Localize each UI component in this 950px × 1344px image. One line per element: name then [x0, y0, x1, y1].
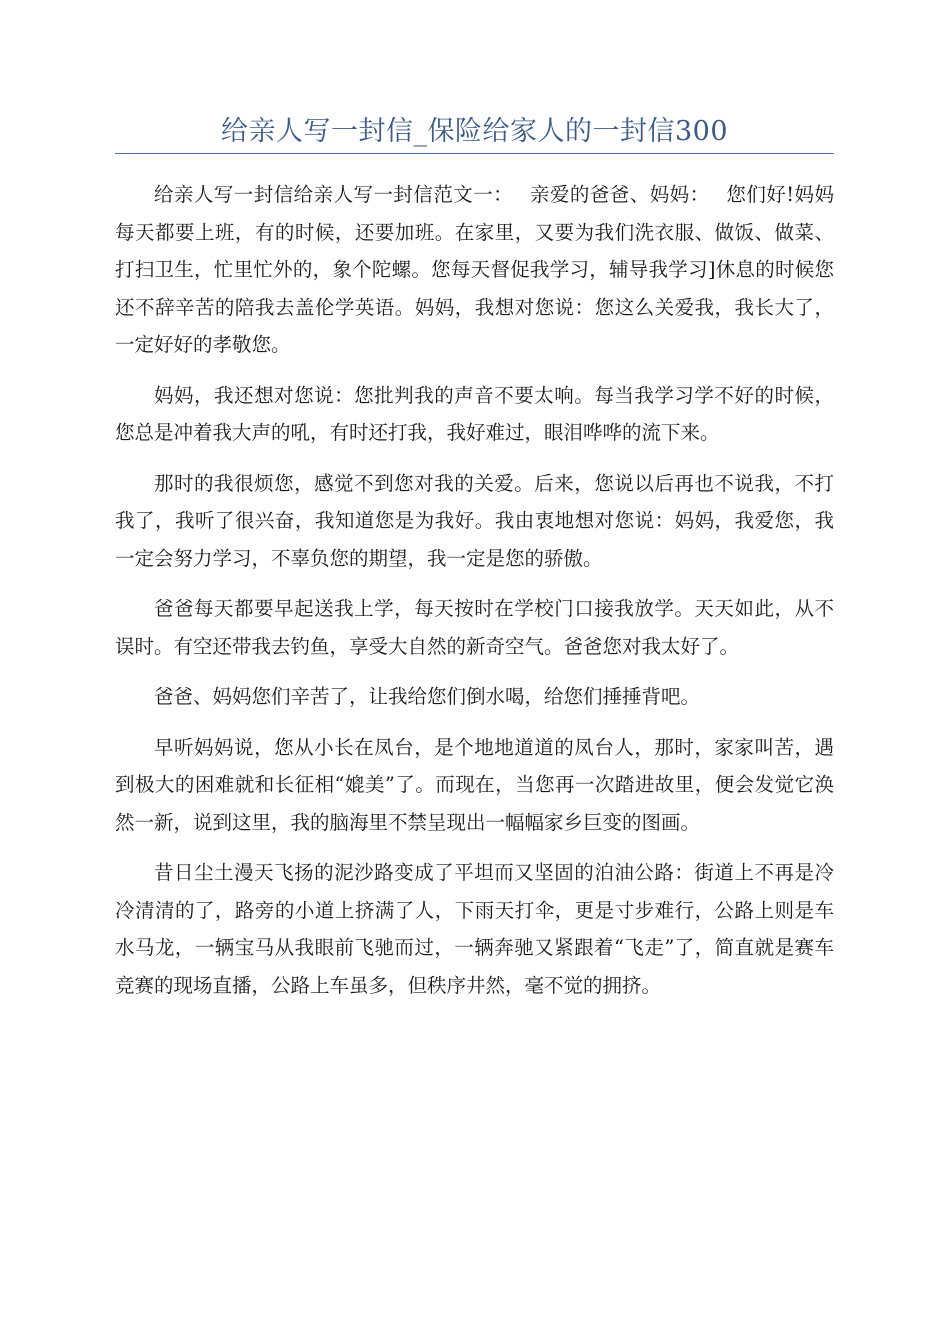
paragraph-6: 早听妈妈说，您从小长在凤台，是个地地道道的凤台人，那时，家家叫苦，遇到极大的困难就和长征相“媲美”了。而现在，当您再一次踏进故里，便会发觉它涣然一新，说到这里，我的脑海里不禁呈现出一幅幅家乡巨变的图画。 [115, 735, 834, 834]
document-body [115, 176, 834, 1017]
paragraph-5: 爸爸、妈妈您们辛苦了，让我给您们倒水喝，给您们捶捶背吧。 [154, 685, 701, 708]
paragraph-4: 爸爸每天都要早起送我上学，每天按时在学校门口接我放学。天天如此，从不误时。有空还带我去钓鱼，享受大自然的新奇空气。爸爸您对我太好了。 [115, 597, 834, 658]
paragraph-1: 给亲人写一封信给亲人写一封信范文一： 亲爱的爸爸、妈妈： 您们好!妈妈每天都要上班，有的时候，还要加班。在家里，又要为我们洗衣服、做饭、做菜、打扫卫生，忙里忙外的，象个陀螺。您每天督促我学习，辅导我学习]休息的时候您还不辞辛苦的陪我去盖伦学英语。妈妈，我想对您说：您这么关爱我，我长大了，一定好好的孝敬您。 [115, 183, 834, 356]
title-underline [115, 153, 834, 154]
document-title: 给亲人写一封信_保险给家人的一封信300 [220, 116, 729, 147]
paragraph-3: 那时的我很烦您，感觉不到您对我的关爱。后来，您说以后再也不说我，不打我了，我听了很兴奋，我知道您是为我好。我由衷地想对您说：妈妈，我爱您，我一定会努力学习，不辜负您的期望，我一定是您的骄傲。 [115, 471, 834, 570]
paragraph-2: 妈妈，我还想对您说：您批判我的声音不要太响。每当我学习学不好的时候，您总是冲着我大声的吼，有时还打我，我好难过，眼泪哗哗的流下来。 [115, 383, 834, 444]
paragraph-7: 昔日尘土漫天飞扬的泥沙路变成了平坦而又坚固的泊油公路：街道上不再是冷冷清清的了，路旁的小道上挤满了人，下雨天打伞，更是寸步难行，公路上则是车水马龙，一辆宝马从我眼前飞驰而过，一辆奔驰又紧跟着“飞走”了，简直就是赛车竞赛的现场直播，公路上车虽多，但秩序井然，毫不觉的拥挤。 [115, 861, 834, 997]
